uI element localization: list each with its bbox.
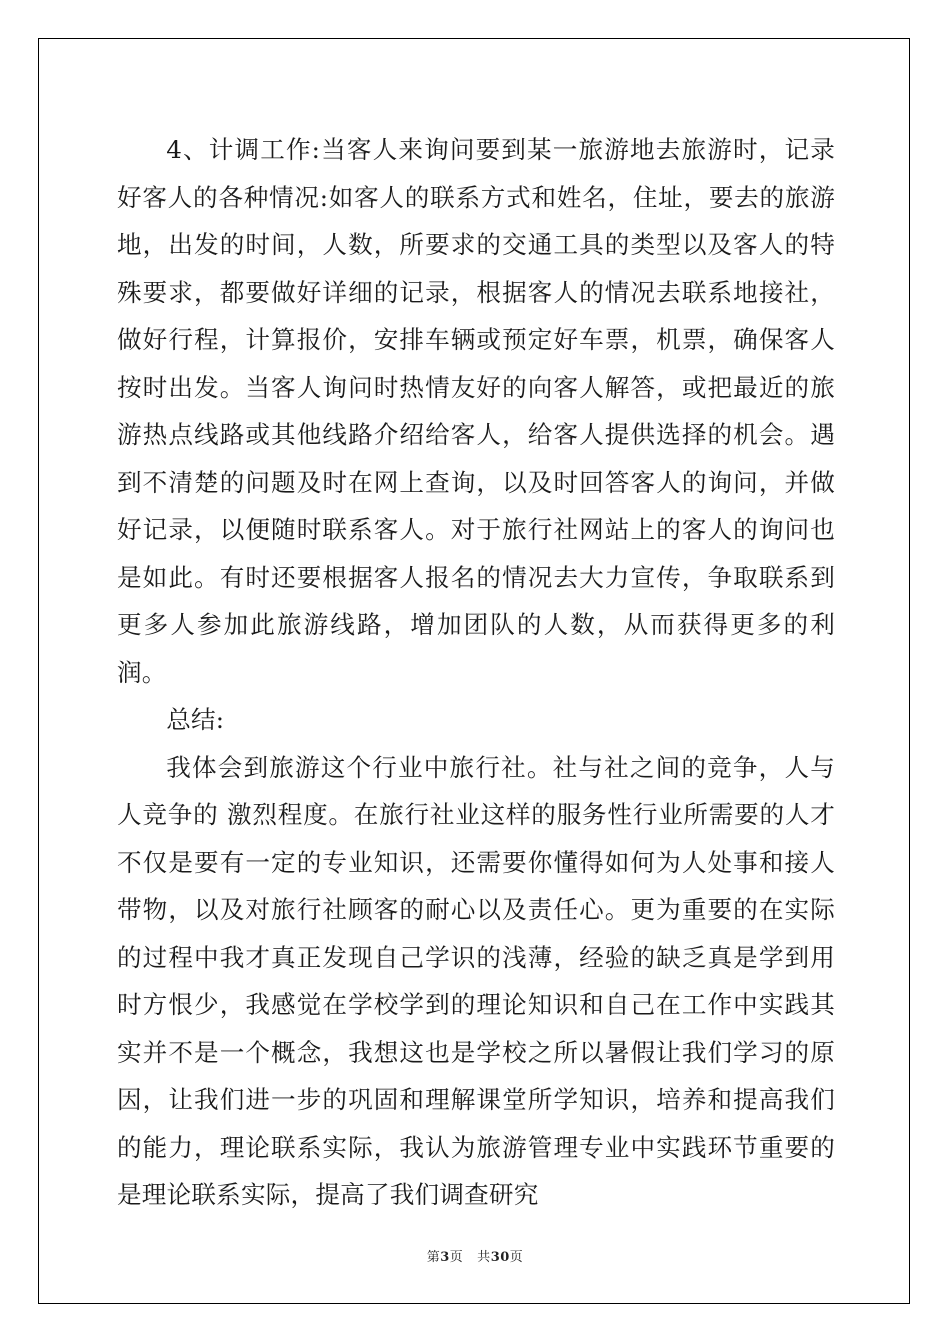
paragraph-summary-body: 我体会到旅游这个行业中旅行社。社与社之间的竞争，人与人竞争的 激烈程度。在旅行社业这样的服务性行业所需要的人才不仅是要有一定的专业知识，还需要你懂得如何为人处事和接人带物，以及对旅行社顾客的耐心以及责任心。更为重要的在实际的过程中我才真正发现自己学识的浅薄，经验的缺乏真是学到用时方恨少，我感觉在学校学到的理论知识和自己在工作中实践其实并不是一个概念，我想这也是学校之所以暑假让我们学习的原因，让我们进一步的巩固和理解课堂所学知识，培养和提高我们的能力，理论联系实际，我认为旅游管理专业中实践环节重要的是理论联系实际，提高了我们调查研究 [117,752,835,1209]
paragraph-summary-heading: 总结: [166,705,225,734]
page-footer [0,1246,950,1265]
document-body [117,126,835,1219]
paragraph-tour-planning: 4、计调工作:当客人来询问要到某一旅游地去旅游时，记录好客人的各种情况:如客人的联系方式和姓名，住址，要去的旅游地，出发的时间，人数，所要求的交通工具的类型以及客人的特殊要求，都要做好详细的记录，根据客人的情况去联系地接社，做好行程，计算报价，安排车辆或预定好车票，机票，确保客人按时出发。当客人询问时热情友好的向客人解答，或把最近的旅游热点线路或其他线路介绍给客人，给客人提供选择的机会。遇到不清楚的问题及时在网上查询，以及时回答客人的询问，并做好记录，以便随时联系客人。对于旅行社网站上的客人的询问也是如此。有时还要根据客人报名的情况去大力宣传，争取联系到更多人参加此旅游线路，增加团队的人数，从而获得更多的利润。 [117,135,835,687]
footer-total-pages: 30 [490,1250,510,1265]
footer-page-number: 3 [440,1250,450,1265]
footer-total-prefix: 共 [477,1250,491,1265]
footer-page-prefix: 第 [426,1250,441,1265]
footer-page-suffix: 页 [449,1250,464,1265]
footer-total-suffix: 页 [509,1250,524,1265]
